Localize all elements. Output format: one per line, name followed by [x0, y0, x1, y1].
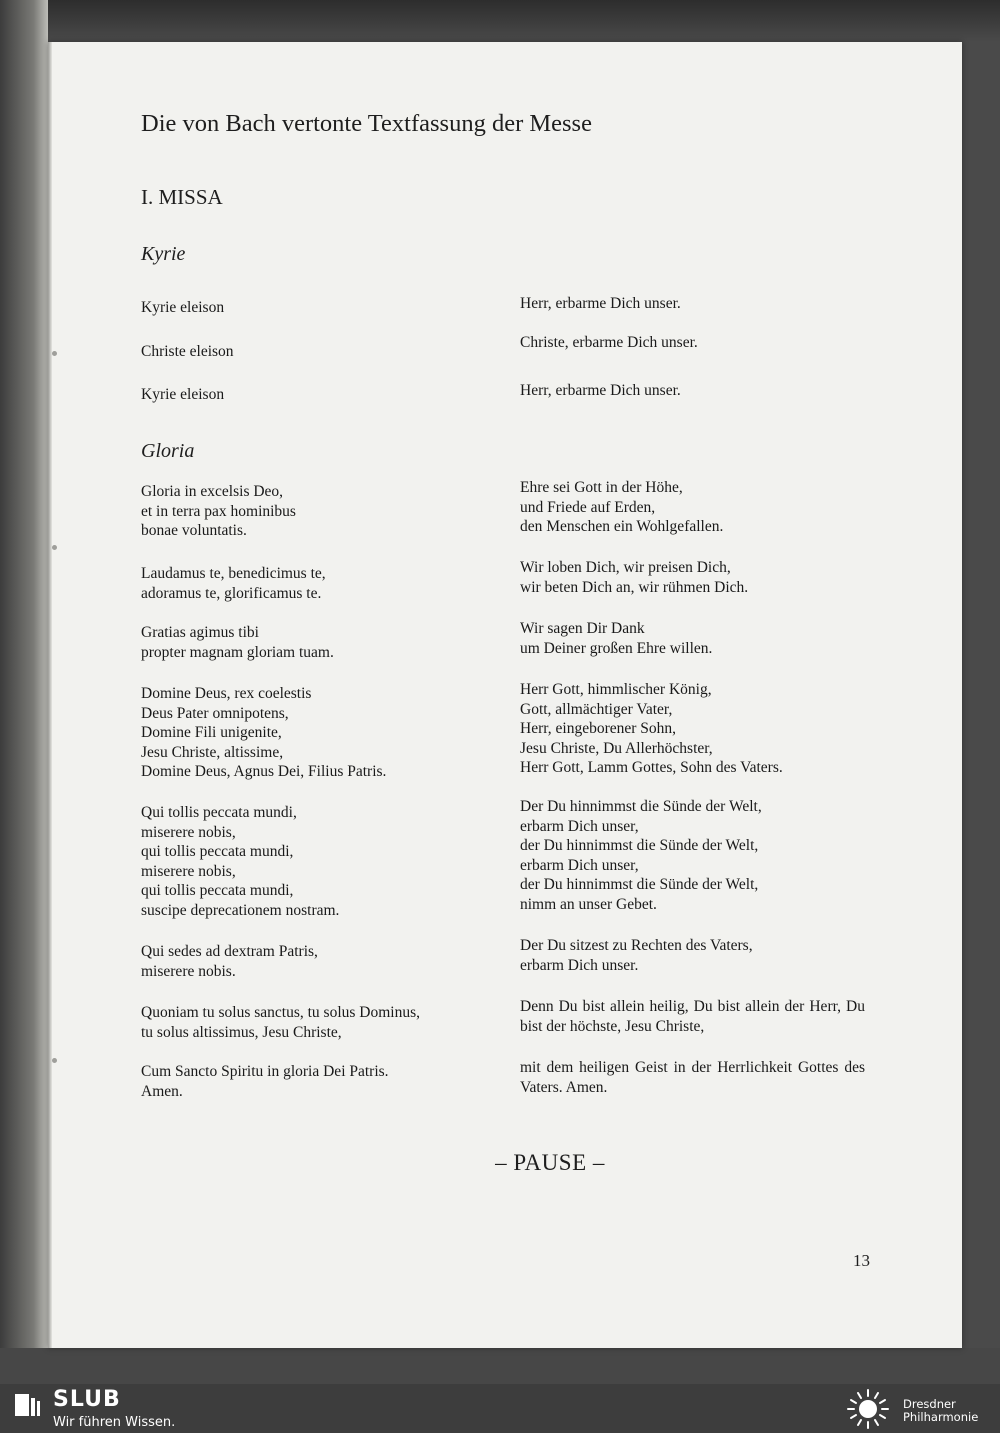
latin-verse: Qui tollis peccata mundi, miserere nobis, qui tollis peccata mundi, miserere nobis, qui tollis peccata mundi, suscipe deprecationem nostram. — [141, 804, 340, 919]
scan-background-left — [0, 0, 48, 1390]
slub-logo-claim: Wir führen Wissen. — [53, 1415, 176, 1430]
section-title: I. MISSA — [141, 185, 223, 209]
subheading-kyrie: Kyrie — [141, 243, 186, 265]
latin-verse: Gratias agimus tibi propter magnam gloriam tuam. — [141, 624, 334, 661]
latin-verse: Cum Sancto Spiritu in gloria Dei Patris. Amen. — [141, 1063, 389, 1100]
punch-hole-mark — [52, 1058, 57, 1063]
punch-hole-mark — [52, 351, 57, 356]
german-verse: Der Du sitzest zu Rechten des Vaters, erbarm Dich unser. — [520, 937, 753, 974]
latin-verse: Domine Deus, rex coelestis Deus Pater omnipotens, Domine Fili unigenite, Jesu Christe, altissime, Domine Deus, Agnus Dei, Filius Patris. — [141, 685, 387, 780]
german-verse: Wir loben Dich, wir preisen Dich, wir beten Dich an, wir rühmen Dich. — [520, 559, 749, 596]
german-verse: Christe, erbarme Dich unser. — [520, 334, 698, 351]
slub-logo-title: SLUB — [53, 1387, 121, 1412]
page-fold-shadow — [48, 42, 52, 1348]
scan-background-bottom — [0, 1348, 1000, 1384]
page-number: 13 — [853, 1251, 870, 1270]
punch-hole-mark — [52, 545, 57, 550]
german-verse: Herr Gott, himmlischer König, Gott, allmächtiger Vater, Herr, eingeborener Sohn, Jesu Christe, Du Allerhöchster, Herr Gott, Lamm Gottes, Sohn des Vaters. — [520, 681, 783, 776]
latin-verse: Kyrie eleison — [141, 299, 225, 316]
pause-marker: – PAUSE – — [495, 1150, 605, 1175]
german-verse: Wir sagen Dir Dank um Deiner großen Ehre willen. — [520, 620, 713, 657]
german-verse: Herr, erbarme Dich unser. — [520, 295, 681, 312]
german-verse: Denn Du bist allein heilig, Du bist allein der Herr, Du bist der höchste, Jesu Christe, — [520, 998, 865, 1035]
slub-book-icon — [12, 1390, 42, 1420]
latin-verse: Laudamus te, benedicimus te, adoramus te, glorificamus te. — [141, 565, 326, 602]
philharmonie-sunburst-icon — [843, 1387, 893, 1431]
philharmonie-logo-text: Dresdner Philharmonie — [903, 1397, 979, 1424]
latin-verse: Christe eleison — [141, 343, 234, 360]
latin-verse: Kyrie eleison — [141, 386, 225, 403]
german-verse: Der Du hinnimmst die Sünde der Welt, erbarm Dich unser, der Du hinnimmst die Sünde der Welt, erbarm Dich unser, der Du hinnimmst die Sünde der Welt, nimm an unser Gebet. — [520, 798, 762, 913]
page-heading: Die von Bach vertonte Textfassung der Messe — [141, 110, 592, 137]
german-verse: mit dem heiligen Geist in der Herrlichkeit Gottes des Vaters. Amen. — [520, 1059, 865, 1096]
latin-verse: Gloria in excelsis Deo, et in terra pax hominibus bonae voluntatis. — [141, 483, 296, 539]
german-verse: Herr, erbarme Dich unser. — [520, 382, 681, 399]
latin-verse: Qui sedes ad dextram Patris, miserere nobis. — [141, 943, 318, 980]
subheading-gloria: Gloria — [141, 440, 195, 462]
german-verse: Ehre sei Gott in der Höhe, und Friede auf Erden, den Menschen ein Wohlgefallen. — [520, 479, 724, 535]
scan-background-top — [0, 0, 1000, 42]
scan-background-right — [962, 42, 1000, 1348]
latin-verse: Quoniam tu solus sanctus, tu solus Dominus, tu solus altissimus, Jesu Christe, — [141, 1004, 421, 1041]
